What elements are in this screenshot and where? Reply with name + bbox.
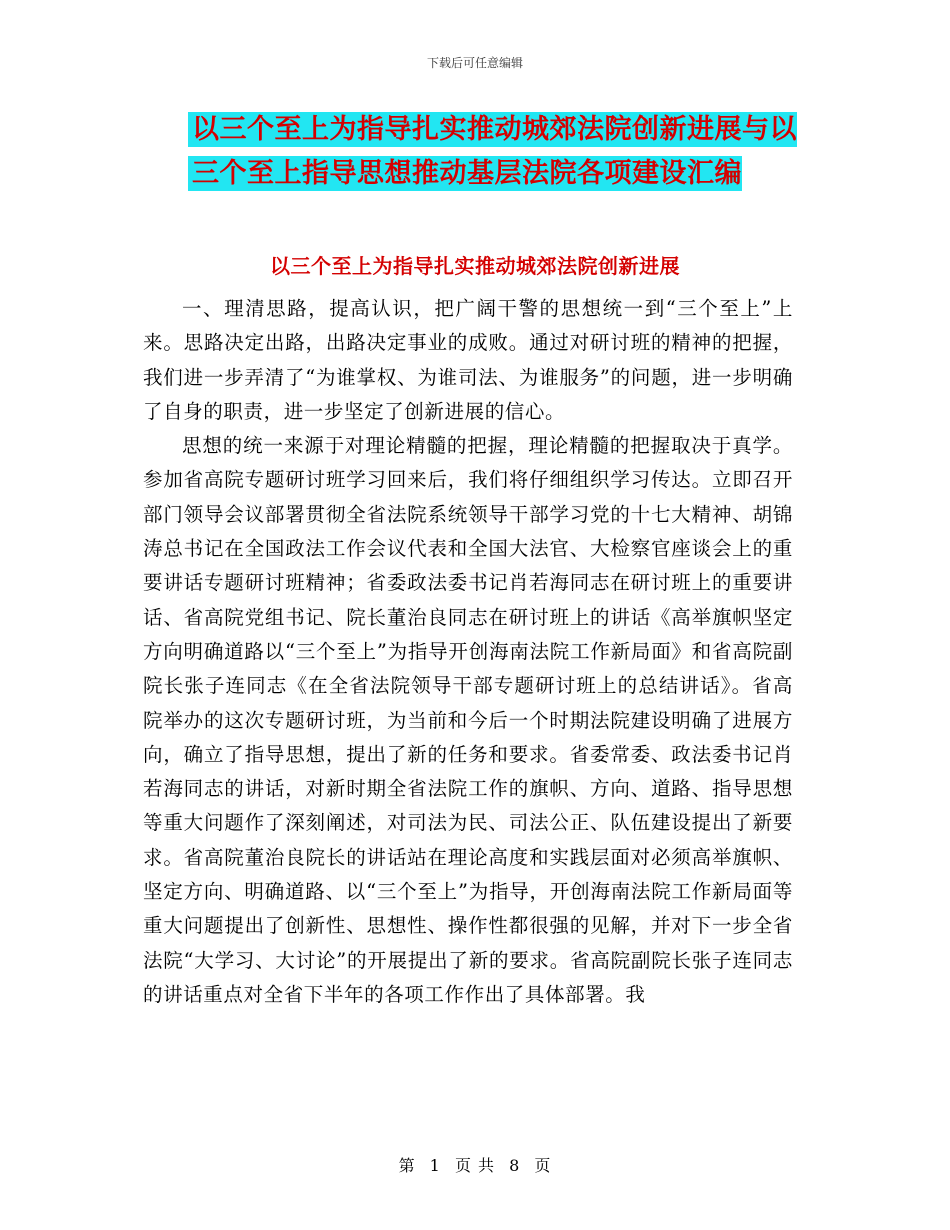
page-label-mid: 页 共 [454,1156,496,1175]
page-footer [0,1153,950,1176]
section-title: 以三个至上为指导扎实推动城郊法院创新进展 [270,254,680,278]
header-note: 下载后可任意编辑 [426,56,523,70]
document-title [188,108,808,196]
page-label-pre: 第 [398,1156,416,1175]
document-body [143,292,793,1012]
paragraph-2: 思想的统一来源于对理论精髓的把握，理论精髓的把握取决于真学。参加省高院专题研讨班学习回来后，我们将仔细组织学习传达。立即召开部门领导会议部署贯彻全省法院系统领导干部学习党的十七大精神、胡锦涛总书记在全国政法工作会议代表和全国大法官、大检察官座谈会上的重要讲话专题研讨班精神；省委政法委书记肖若海同志在研讨班上的重要讲话、省高院党组书记、院长董治良同志在研讨班上的讲话《高举旗帜坚定方向明确道路以“三个至上”为指导开创海南法院工作新局面》和省高院副院长张子连同志《在全省法院领导干部专题研讨班上的总结讲话》。省高院举办的这次专题研讨班，为当前和今后一个时期法院建设明确了进展方向，确立了指导思想，提出了新的任务和要求。省委常委、政法委书记肖若海同志的讲话，对新时期全省法院工作的旗帜、方向、道路、指导思想等重大问题作了深刻阐述，对司法为民、司法公正、队伍建设提出了新要求。省高院董治良院长的讲话站在理论高度和实践层面对必须高举旗帜、坚定方向、明确道路、以“三个至上”为指导，开创海南法院工作新局面等重大问题提出了创新性、思想性、操作性都很强的见解，并对下一步全省法院“大学习、大讨论”的开展提出了新的要求。省高院副院长张子连同志的讲话重点对全省下半年的各项工作作出了具体部署。我 [143,434,793,1006]
page-number: 1 [429,1156,441,1175]
page-label-post: 页 [534,1156,552,1175]
paragraph-1: 一、理清思路，提高认识，把广阔干警的思想统一到“三个至上”上来。思路决定出路，出路决定事业的成败。通过对研讨班的精神的把握，我们进一步弄清了“为谁掌权、为谁司法、为谁服务”的问题，进一步明确了自身的职责，进一步坚定了创新进展的信心。 [143,297,793,423]
document-title-text: 以三个至上为指导扎实推动城郊法院创新进展与以三个至上指导思想推动基层法院各项建设汇编 [188,112,797,191]
page-total: 8 [509,1156,521,1175]
